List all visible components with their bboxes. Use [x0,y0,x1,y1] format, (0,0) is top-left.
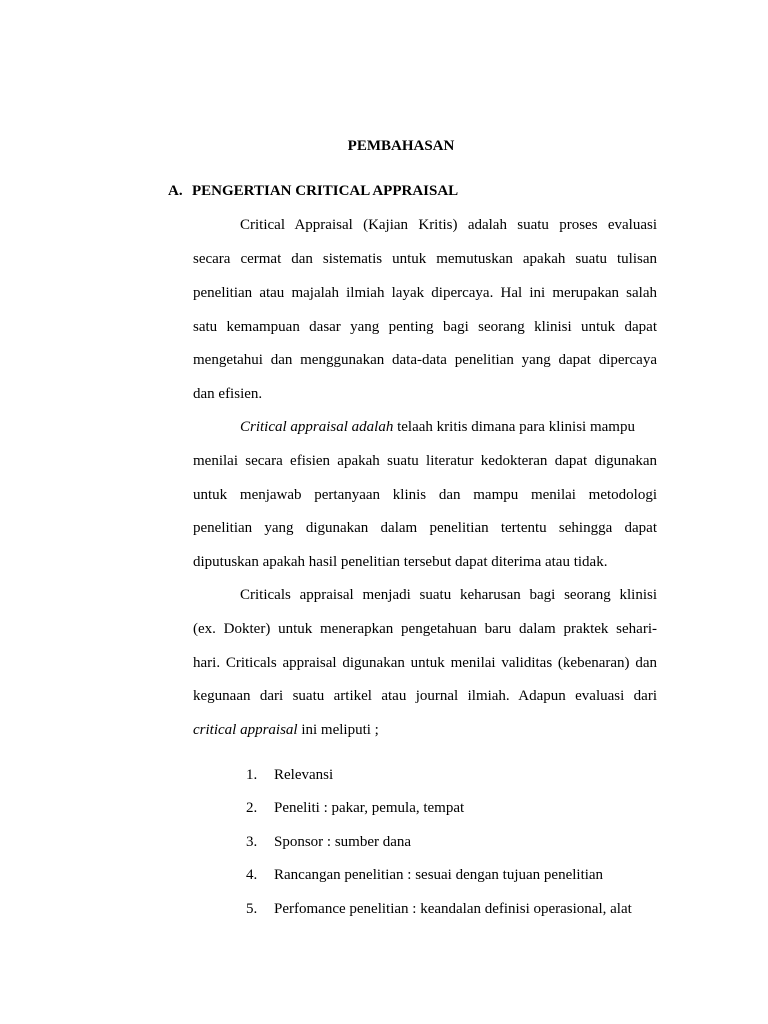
section-heading [168,183,458,200]
paragraph-1-line-5: mengetahui dan menggunakan data-data penelitian yang dapat dipercaya [193,352,657,368]
paragraph-1-line-3: penelitian atau majalah ilmiah layak dipercaya. Hal ini merupakan salah [193,285,657,301]
list-item-number: 3. [246,834,258,850]
list-item [246,800,464,817]
paragraph-3-line-3: hari. Criticals appraisal digunakan untuk menilai validitas (kebenaran) dan [193,655,657,671]
list-item-text: Peneliti : pakar, pemula, tempat [274,800,465,816]
list-item [246,767,333,784]
list-item-number: 4. [246,867,258,883]
list-item-text: Perfomance penelitian : keandalan definisi operasional, alat [274,901,632,917]
paragraph-2-line-2: menilai secara efisien apakah suatu literatur kedokteran dapat digunakan [193,453,657,469]
paragraph-2-line-4: penelitian yang digunakan dalam penelitian tertentu sehingga dapat [193,520,657,536]
list-item-number: 1. [246,767,258,783]
section-title: PENGERTIAN CRITICAL APPRAISAL [192,183,459,199]
page-title: PEMBAHASAN [347,138,455,154]
list-item-number: 2. [246,800,258,816]
list-item-text: Relevansi [274,767,334,783]
list-item-number: 5. [246,901,258,917]
paragraph-2-line-3: untuk menjawab pertanyaan klinis dan mampu menilai metodologi [193,487,657,503]
paragraph-3-line-5 [193,721,657,739]
paragraph-2-line-5: diputuskan apakah hasil penelitian tersebut dapat diterima atau tidak. [193,554,608,570]
paragraph-2-line-1 [240,418,657,436]
paragraph-1-line-1: Critical Appraisal (Kajian Kritis) adalah suatu proses evaluasi [240,217,657,233]
paragraph-3-last-italic: critical appraisal [193,722,298,738]
list-item-text: Sponsor : sumber dana [274,834,412,850]
section-number: A. [168,183,183,199]
paragraph-1-line-2: secara cermat dan sistematis untuk memutuskan apakah suatu tulisan [193,251,657,267]
paragraph-3-line-2: (ex. Dokter) untuk menerapkan pengetahuan baru dalam praktek sehari- [193,621,657,637]
paragraph-3-line-1: Criticals appraisal menjadi suatu keharusan bagi seorang klinisi [240,587,657,603]
paragraph-1-line-4: satu kemampuan dasar yang penting bagi seorang klinisi untuk dapat [193,319,657,335]
paragraph-3-last-rest: ini meliputi ; [297,722,379,738]
paragraph-1-line-6: dan efisien. [193,386,263,402]
list-item [246,834,411,851]
list-item [246,867,603,884]
list-item-text: Rancangan penelitian : sesuai dengan tujuan penelitian [274,867,604,883]
paragraph-2-lead-italic: Critical appraisal adalah [240,419,394,435]
paragraph-3-line-4: kegunaan dari suatu artikel atau journal ilmiah. Adapun evaluasi dari [193,688,657,704]
paragraph-2-lead-rest: telaah kritis dimana para klinisi mampu [393,419,635,435]
list-item [246,901,632,918]
